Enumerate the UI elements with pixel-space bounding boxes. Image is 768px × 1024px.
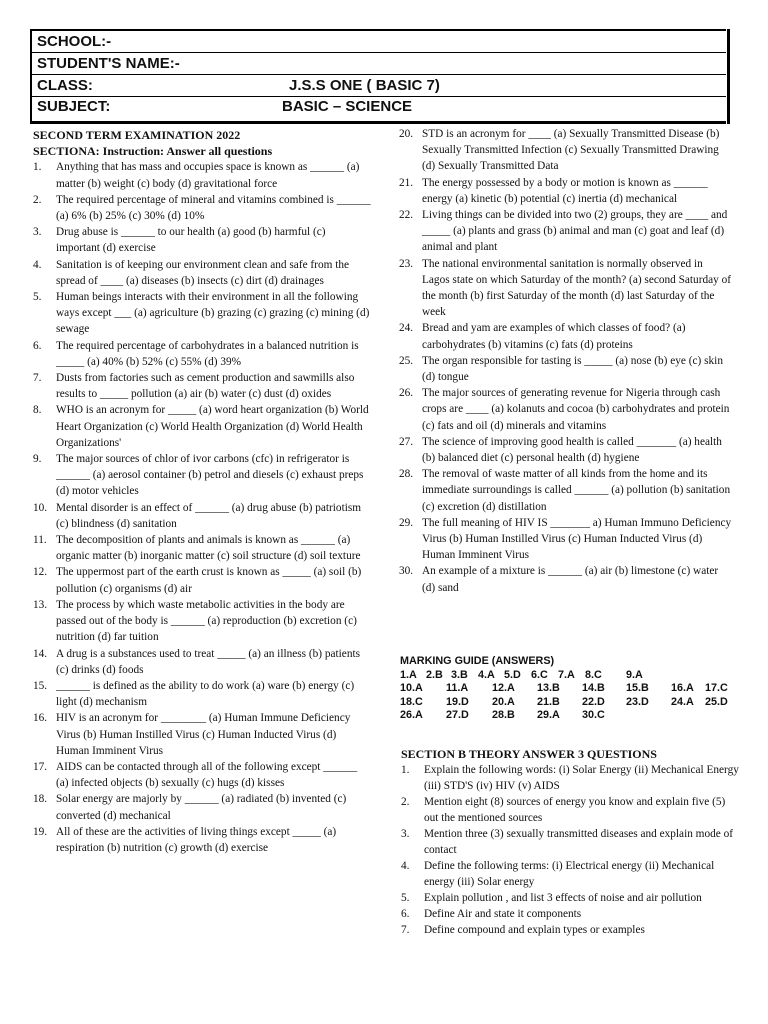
answer-row <box>400 709 760 723</box>
item-number: 24. <box>399 322 414 335</box>
list-item <box>33 646 371 678</box>
answer-cell: 5.D <box>504 668 521 681</box>
list-item <box>33 678 371 710</box>
list-item <box>401 890 741 906</box>
list-item <box>399 175 733 207</box>
list-item <box>33 159 371 191</box>
item-number: 11. <box>33 534 47 547</box>
answer-cell: 22.D <box>582 695 605 708</box>
item-number: 5. <box>401 892 410 904</box>
section-a-title: SECTIONA: Instruction: Answer all questions <box>33 144 273 159</box>
school-row <box>32 31 726 53</box>
item-number: 8. <box>33 404 42 417</box>
item-text: Solar energy are majorly by ______ (a) radiated (b) invented (c) converted (d) mechanical <box>56 793 347 822</box>
item-number: 17. <box>33 760 48 773</box>
answer-cell: 23.D <box>626 695 649 708</box>
list-item <box>33 192 371 224</box>
item-text: All of these are the activities of living things except _____ (a) respiration (b) nutrition (c) growth (d) exercise <box>56 825 337 854</box>
item-number: 19. <box>33 825 48 838</box>
item-number: 21. <box>399 176 414 189</box>
answer-row <box>400 696 760 710</box>
list-item <box>33 710 371 759</box>
item-number: 14. <box>33 647 48 660</box>
item-number: 10. <box>33 501 48 514</box>
item-text: Explain pollution , and list 3 effects of noise and air pollution <box>424 892 702 904</box>
section-b-list <box>401 762 741 938</box>
item-number: 5. <box>33 291 42 304</box>
item-number: 4. <box>33 258 42 271</box>
answer-cell: 4.A <box>478 668 495 681</box>
item-text: ______ is defined as the ability to do work (a) ware (b) energy (c) light (d) mechanism <box>56 679 355 709</box>
list-item <box>399 353 733 385</box>
list-item <box>33 532 371 564</box>
list-item <box>33 564 371 596</box>
list-item <box>33 370 371 402</box>
item-number: 7. <box>33 372 42 385</box>
item-text: Human beings interacts with their environment in all the following ways except ___ (a) agriculture (b) grazing (c) grazing (c) mining (d) sewage <box>56 291 370 336</box>
item-text: STD is an acronym for ____ (a) Sexually Transmitted Disease (b) Sexually Transmitted Infection (c) Sexually Transmitted Drawing (d) Sexually Transmitted Data <box>422 128 720 173</box>
answer-cell: 27.D <box>446 709 469 722</box>
list-item <box>33 500 371 532</box>
list-item <box>401 762 741 794</box>
answer-cell: 25.D <box>705 695 728 708</box>
list-item <box>401 922 741 938</box>
class-row <box>32 75 726 97</box>
item-text: Anything that has mass and occupies space is known as ______ (a) matter (b) weight (c) body (d) gravitational force <box>56 161 360 190</box>
item-number: 7. <box>401 924 410 936</box>
list-item <box>401 858 741 890</box>
item-number: 23. <box>399 257 414 270</box>
exam-title: SECOND TERM EXAMINATION 2022 <box>33 128 241 142</box>
answer-cell: 15.B <box>626 682 649 695</box>
item-number: 25. <box>399 354 414 367</box>
item-text: WHO is an acronym for _____ (a) word heart organization (b) World Heart Organization (c) World Health Organization (d) World Health Organizations' <box>56 404 369 449</box>
item-text: Bread and yam are examples of which classes of food? (a) carbohydrates (b) vitamins (c) fats (d) proteins <box>422 322 686 351</box>
item-number: 30. <box>399 565 414 578</box>
answer-cell: 18.C <box>400 695 423 708</box>
item-text: Explain the following words: (i) Solar Energy (ii) Mechanical Energy (iii) STD'S (iv) HIV (v) AIDS <box>424 764 739 792</box>
item-text: The full meaning of HIV IS _______ a) Human Immuno Deficiency Virus (b) Human Instilled Virus (c) Human Inducted Virus (d) Human Imminent Virus <box>422 516 732 562</box>
item-number: 27. <box>399 435 414 448</box>
answer-cell: 8.C <box>585 668 602 681</box>
list-item <box>33 824 371 856</box>
answer-cell: 26.A <box>400 709 423 722</box>
right-column <box>399 126 733 596</box>
item-text: The energy possessed by a body or motion is known as ______ energy (a) kinetic (b) potential (c) inertia (d) mechanical <box>422 176 708 205</box>
answer-cell: 20.A <box>492 695 515 708</box>
subject-label: SUBJECT: <box>37 98 111 115</box>
list-item <box>399 563 733 595</box>
item-text: The major sources of generating revenue for Nigeria through cash crops are ____ (a) kolanuts and cocoa (b) carbohydrates and protein (c) fats and oil (d) minerals and vitamins <box>422 387 730 432</box>
answer-cell: 11.A <box>446 682 469 695</box>
section-b-title: SECTION B THEORY ANSWER 3 QUESTIONS <box>401 747 657 761</box>
item-text: HIV is an acronym for ________ (a) Human Immune Deficiency Virus (b) Human Instilled Virus (c) Human Inducted Virus (d) Human Imminent Virus <box>56 712 351 757</box>
item-number: 2. <box>401 796 410 808</box>
class-value: J.S.S ONE ( BASIC 7) <box>289 77 440 94</box>
item-text: Define Air and state it components <box>424 908 582 920</box>
list-item <box>399 434 733 466</box>
list-item <box>399 320 733 352</box>
item-number: 2. <box>33 193 42 206</box>
answer-cell: 10.A <box>400 682 423 695</box>
item-text: An example of a mixture is ______ (a) air (b) limestone (c) water (d) sand <box>422 565 719 594</box>
answer-cell: 6.C <box>531 668 548 681</box>
item-text: Mental disorder is an effect of ______ (a) drug abuse (b) patriotism (c) blindness (d) sanitation <box>56 501 362 530</box>
list-item <box>399 126 733 175</box>
answer-cell: 13.B <box>537 682 560 695</box>
answer-cell: 21.B <box>537 695 560 708</box>
marking-guide <box>400 655 760 723</box>
item-text: Define compound and explain types or examples <box>424 924 645 936</box>
item-text: A drug is a substances used to treat _____ (a) an illness (b) patients (c) drinks (d) foods <box>56 647 361 676</box>
questions-list-right <box>399 126 733 596</box>
item-text: The national environmental sanitation is normally observed in Lagos state on which Saturday of the month? (a) second Saturday of the month (b) first Saturday of the month (d) last Saturday of the week <box>422 257 732 319</box>
list-item <box>33 338 371 370</box>
list-item <box>401 826 741 858</box>
answer-cell: 14.B <box>582 682 605 695</box>
item-text: The major sources of chlor of ivor carbons (cfc) in refrigerator is ______ (a) aerosol container (b) petrol and diesels (c) exhaust preps (d) motor vehicles <box>56 453 364 498</box>
list-item <box>33 759 371 791</box>
answer-cell: 19.D <box>446 695 469 708</box>
item-number: 4. <box>401 860 410 872</box>
subject-row <box>32 96 726 117</box>
answer-cell: 24.A <box>671 695 694 708</box>
item-number: 3. <box>33 226 42 239</box>
answer-cell: 1.A <box>400 668 417 681</box>
item-text: The required percentage of mineral and vitamins combined is ______ (a) 6% (b) 25% (c) 30% (d) 10% <box>56 193 371 223</box>
item-text: Drug abuse is ______ to our health (a) good (b) harmful (c) important (d) exercise <box>56 226 326 255</box>
list-item <box>399 385 733 434</box>
answer-row <box>400 682 760 696</box>
item-number: 18. <box>33 793 48 806</box>
list-item <box>33 257 371 289</box>
item-number: 9. <box>33 453 42 466</box>
item-text: The science of improving good health is called _______ (a) health (b) balanced diet (c) personal health (d) hygiene <box>422 435 722 465</box>
item-number: 1. <box>33 161 42 174</box>
item-text: Dusts from factories such as cement production and sawmills also results to _____ pollution (a) air (b) water (c) dust (d) oxides <box>56 372 355 401</box>
item-number: 26. <box>399 387 414 400</box>
list-item <box>33 597 371 646</box>
answer-cell: 16.A <box>671 682 694 695</box>
class-label: CLASS: <box>37 77 93 94</box>
item-text: The removal of waste matter of all kinds from the home and its immediate surroundings is called ______ (a) pollution (b) sanitation (c) excretion (d) distillation <box>422 468 731 513</box>
list-item <box>33 289 371 338</box>
answer-cell: 2.B <box>426 668 443 681</box>
answer-row <box>400 669 760 683</box>
answer-cell: 3.B <box>451 668 468 681</box>
answer-cell: 29.A <box>537 709 560 722</box>
school-label: SCHOOL:- <box>37 33 112 50</box>
item-number: 3. <box>401 828 410 840</box>
item-number: 28. <box>399 468 414 481</box>
student-name-label: STUDENT'S NAME:- <box>37 55 180 72</box>
list-item <box>33 791 371 823</box>
answer-cell: 17.C <box>705 682 728 695</box>
marking-guide-title: MARKING GUIDE (ANSWERS) <box>400 655 555 667</box>
item-number: 6. <box>401 908 410 920</box>
item-number: 13. <box>33 598 48 611</box>
item-text: AIDS can be contacted through all of the following except ______ (a) infected objects (b) sexually (c) hugs (d) kisses <box>56 760 358 790</box>
header-box <box>30 29 726 124</box>
answer-cell: 7.A <box>558 668 575 681</box>
answer-cell: 12.A <box>492 682 515 695</box>
list-item <box>399 207 733 256</box>
item-text: The uppermost part of the earth crust is known as _____ (a) soil (b) pollution (c) organisms (d) air <box>56 566 362 595</box>
list-item <box>33 224 371 256</box>
answer-cell: 9.A <box>626 668 643 681</box>
item-number: 15. <box>33 679 48 692</box>
item-number: 22. <box>399 209 414 222</box>
list-item <box>399 515 733 564</box>
questions-list-left <box>33 159 371 856</box>
subject-value: BASIC – SCIENCE <box>282 98 413 115</box>
list-item <box>33 402 371 451</box>
item-text: The process by which waste metabolic activities in the body are passed out of the body is ______ (a) reproduction (b) excretion (c) nutrition (d) far tuition <box>56 598 357 644</box>
item-text: Mention eight (8) sources of energy you know and explain five (5) out the mentioned sources <box>424 796 726 824</box>
item-text: Sanitation is of keeping our environment clean and safe from the spread of ____ (a) diseases (b) insects (c) dirt (d) drainages <box>56 258 350 287</box>
answer-cell: 28.B <box>492 709 515 722</box>
item-text: Define the following terms: (i) Electrical energy (ii) Mechanical energy (iii) Solar energy <box>424 860 715 888</box>
list-item <box>401 794 741 826</box>
item-number: 29. <box>399 516 414 529</box>
list-item <box>399 256 733 321</box>
left-column <box>33 127 371 856</box>
item-text: The required percentage of carbohydrates in a balanced nutrition is _____ (a) 40% (b) 52% (c) 55% (d) 39% <box>56 339 359 368</box>
item-text: Living things can be divided into two (2) groups, they are ____ and _____ (a) plants and grass (b) animal and man (c) goat and leaf (d) animal and plant <box>422 209 728 254</box>
item-number: 20. <box>399 128 414 140</box>
list-item <box>399 466 733 515</box>
section-b <box>401 746 741 938</box>
list-item <box>401 906 741 922</box>
item-number: 12. <box>33 566 48 579</box>
item-text: Mention three (3) sexually transmitted diseases and explain mode of contact <box>424 828 734 856</box>
item-number: 16. <box>33 712 48 725</box>
item-text: The decomposition of plants and animals is known as ______ (a) organic matter (b) inorganic matter (c) soil structure (d) soil texture <box>56 534 361 563</box>
item-text: The organ responsible for tasting is _____ (a) nose (b) eye (c) skin (d) tongue <box>422 354 723 384</box>
student-name-row <box>32 53 726 75</box>
item-number: 1. <box>401 764 410 776</box>
list-item <box>33 451 371 500</box>
item-number: 6. <box>33 339 42 352</box>
answer-cell: 30.C <box>582 709 605 722</box>
